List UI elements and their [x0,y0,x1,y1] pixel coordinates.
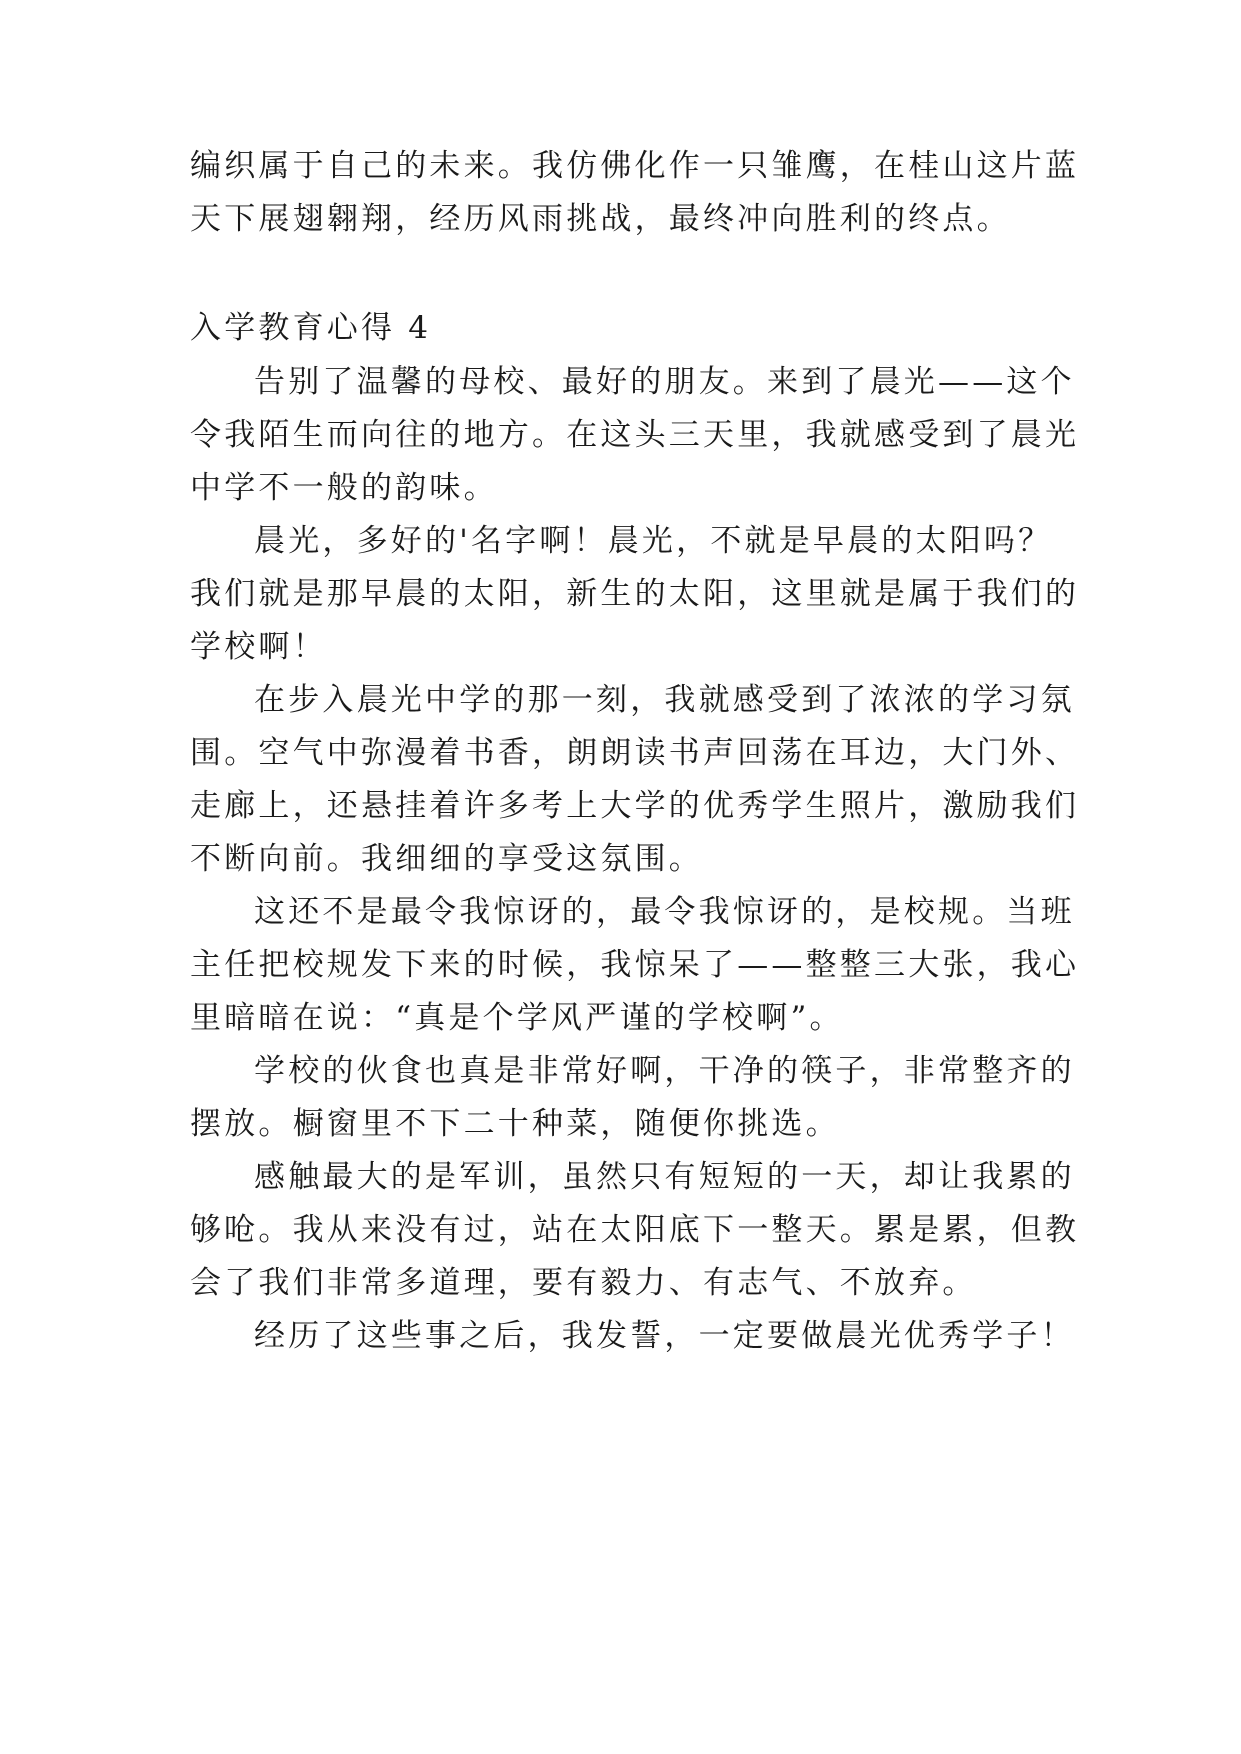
paragraph-line: 经历了这些事之后，我发誓，一定要做晨光优秀学子！ [254,1318,1075,1354]
paragraph-line: 令我陌生而向往的地方。在这头三天里，我就感受到了晨光 [190,417,1080,453]
paragraph-line: 不断向前。我细细的享受这氛围。 [190,841,703,877]
paragraph-line: 告别了温馨的母校、最好的朋友。来到了晨光——这个 [254,364,1075,400]
paragraph-line: 走廊上，还悬挂着许多考上大学的优秀学生照片，激励我们 [190,788,1080,824]
paragraph-line: 感触最大的是军训，虽然只有短短的一天，却让我累的 [254,1159,1075,1195]
intro-line: 编织属于自己的未来。我仿佛化作一只雏鹰，在桂山这片蓝 [190,148,1080,184]
paragraph-line: 摆放。橱窗里不下二十种菜，随便你挑选。 [190,1106,840,1142]
paragraph-line: 这还不是最令我惊讶的，最令我惊讶的，是校规。当班 [254,894,1075,930]
paragraph-line: 里暗暗在说：“真是个学风严谨的学校啊”。 [190,1000,844,1036]
paragraph-line: 我们就是那早晨的太阳，新生的太阳，这里就是属于我们的 [190,576,1080,612]
paragraph-line: 主任把校规发下来的时候，我惊呆了——整整三大张，我心 [190,947,1080,983]
paragraph-line: 中学不一般的韵味。 [190,470,498,506]
paragraph-line: 学校的伙食也真是非常好啊，干净的筷子，非常整齐的 [254,1053,1075,1089]
paragraph-line: 学校啊！ [190,629,327,665]
paragraph-line: 围。空气中弥漫着书香，朗朗读书声回荡在耳边，大门外、 [190,735,1080,771]
paragraph-line: 够呛。我从来没有过，站在太阳底下一整天。累是累，但教 [190,1212,1080,1248]
paragraph-line: 晨光，多好的'名字啊！晨光，不就是早晨的太阳吗？ [254,523,1053,559]
paragraph-line: 会了我们非常多道理，要有毅力、有志气、不放弃。 [190,1265,977,1301]
intro-line: 天下展翅翱翔，经历风雨挑战，最终冲向胜利的终点。 [190,201,1011,237]
section-title: 入学教育心得 4 [190,310,432,346]
paragraph-line: 在步入晨光中学的那一刻，我就感受到了浓浓的学习氛 [254,682,1075,718]
